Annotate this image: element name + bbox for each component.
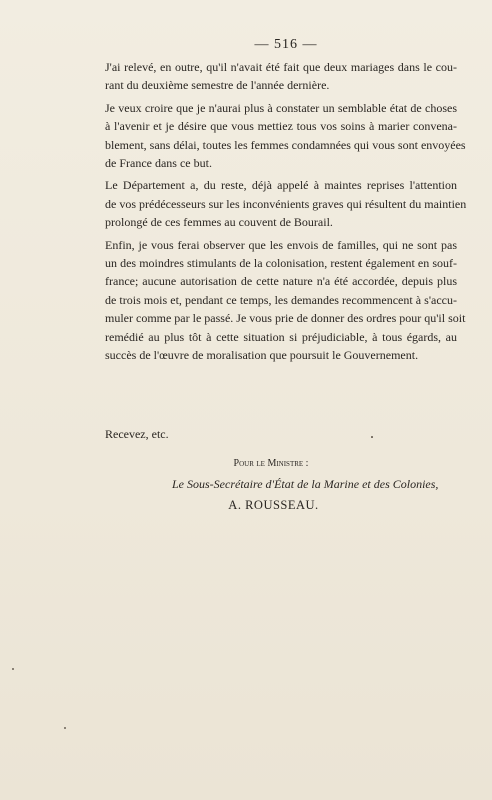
text-line: Le Département a, du reste, déjà appelé à maintes reprises l'attention [105,178,457,193]
text-line: Enfin, je vous ferai observer que les envois de familles, qui ne sont pas [105,237,457,252]
paper-speck [64,727,66,729]
text-line: de trois mois et, pendant ce temps, les demandes recommencent à s'accu- [105,292,457,307]
text-line: succès de l'œuvre de moralisation que poursuit le Gouvernement. [105,348,419,363]
text-line: muler comme par le passé. Je vous prie de donner des ordres pour qu'il soit [105,311,466,326]
text-line: remédié au plus tôt à cette situation si préjudiciable, à tous égards, au [105,329,457,344]
paragraph-2 [105,99,466,173]
text-line: prolongé de ces femmes au couvent de Bourail. [105,215,333,230]
signatory-title: Le Sous-Secrétaire d'État de la Marine et des Colonies, [172,477,439,491]
text-line: Je veux croire que je n'aurai plus à constater un semblable état de choses [105,100,457,115]
paragraph-1 [105,58,457,95]
paper-speck [371,436,373,438]
text-line: à l'avenir et je désire que vous mettiez tous vos soins à marier convena- [105,119,457,134]
salutation: Recevez, etc. [105,427,169,441]
paragraph-4 [105,236,466,365]
text-line: de vos prédécesseurs sur les inconvénients graves qui résultent du maintien [105,196,467,211]
text-line: rant du deuxième semestre de l'année dernière. [105,78,330,93]
text-line: france; aucune autorisation de cette nature n'a été accordée, depuis plus [105,274,457,289]
page-number: — 516 — [254,37,318,52]
signatory-prefix: Pour le Ministre : [233,458,309,469]
text-line: blement, sans délai, toutes les femmes condamnées qui vous sont envoyées [105,137,466,152]
letter-body [105,58,467,369]
signatory-name: A. ROUSSEAU. [228,498,319,512]
paragraph-3 [105,176,467,231]
text-line: J'ai relevé, en outre, qu'il n'avait été fait que deux mariages dans le cou- [105,60,457,74]
text-line: un des moindres stimulants de la colonisation, restent également en souf- [105,256,457,271]
text-line: de France dans ce but. [105,156,212,171]
paper-speck [12,668,14,670]
